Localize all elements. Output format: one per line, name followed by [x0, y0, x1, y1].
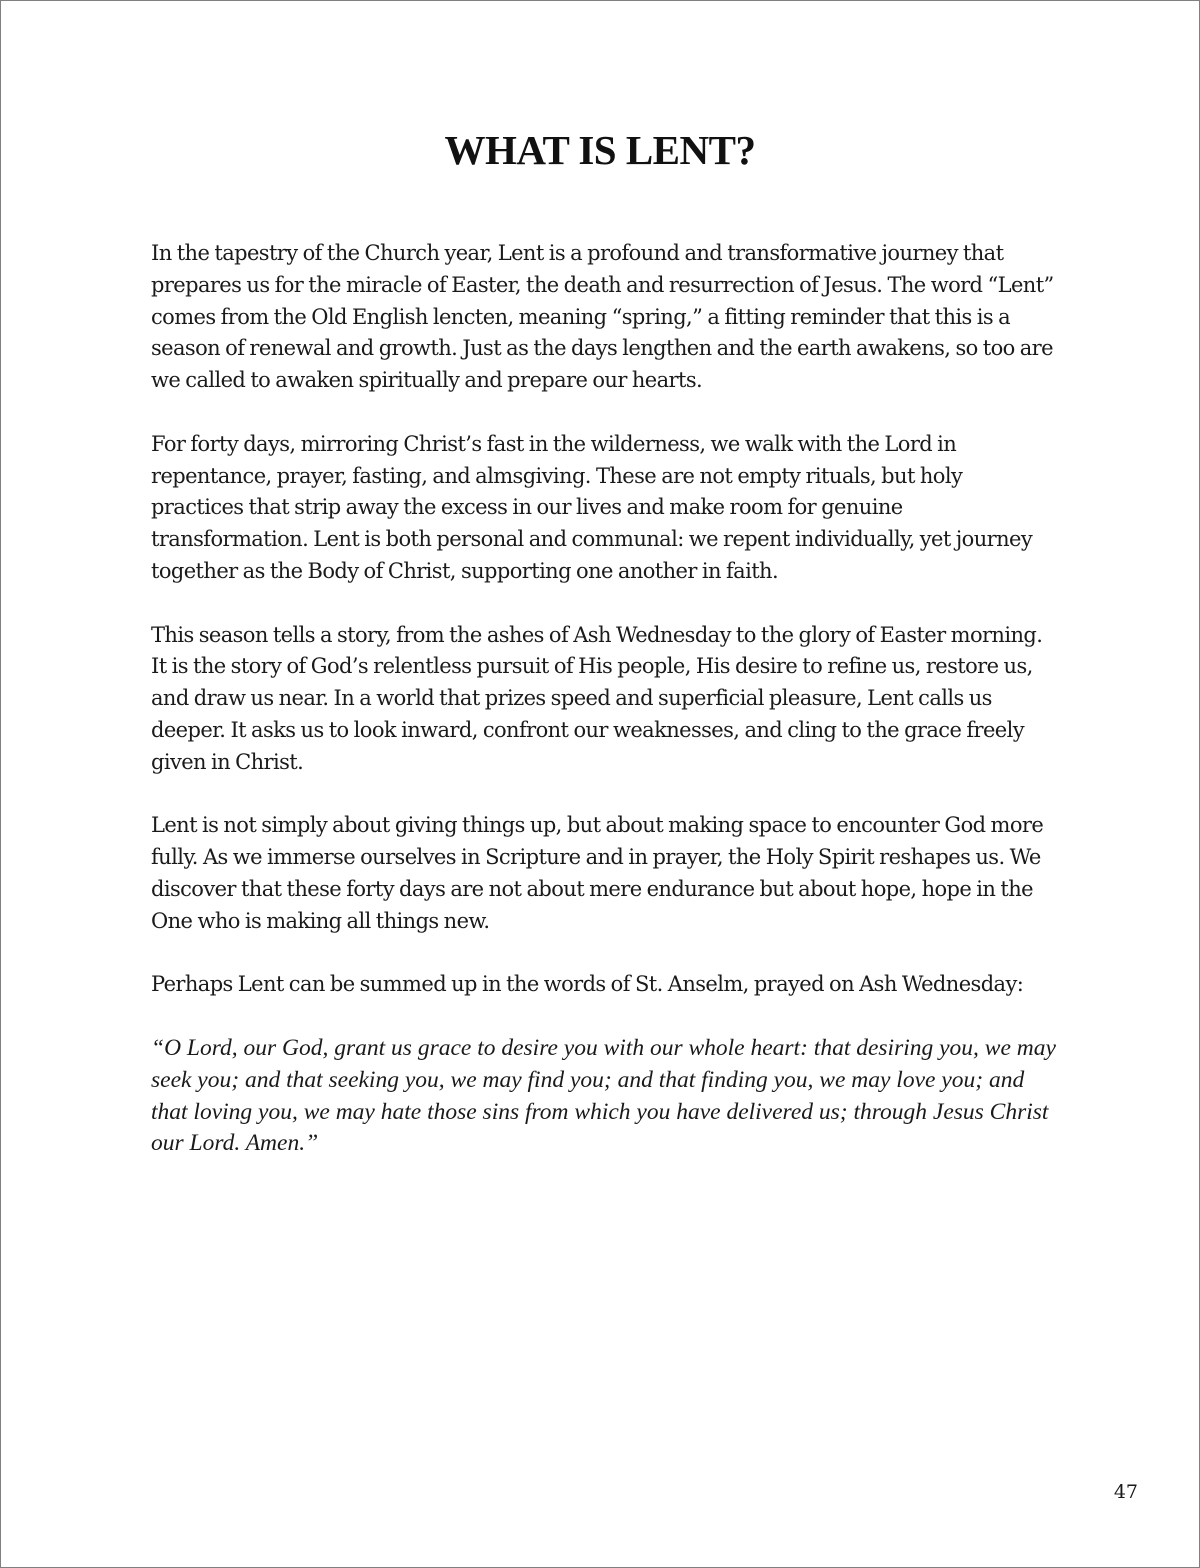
paragraph: This season tells a story, from the ashes of Ash Wednesday to the glory of Easter morning. It is the story of God’s relentless pursuit of His people, His desire to refine us, restore us, and draw us near. In a world that prizes speed and superficial pleasure, Lent calls us deeper. It asks us to look inward, confront our weaknesses, and cling to the grace freely given in Christ. [151, 622, 1043, 774]
prayer-quote: “O Lord, our God, grant us grace to desire you with our whole heart: that desiring you, we may seek you; and that seeking you, we may find you; and that finding you, we may love you; and that loving you, we may hate those sins from which you have delivered us; through Jesus Christ our Lord. Amen.” [151, 1034, 1056, 1157]
paragraph: Lent is not simply about giving things up, but about making space to encounter God more fully. As we immerse ourselves in Scripture and in prayer, the Holy Spirit reshapes us. We discover that these forty days are not about mere endurance but about hope, hope in the One who is making all things new. [151, 813, 1044, 933]
paragraph: For forty days, mirroring Christ’s fast in the wilderness, we walk with the Lord in repentance, prayer, fasting, and almsgiving. These are not empty rituals, but holy practices that strip away the excess in our lives and make room for genuine transformation. Lent is both personal and communal: we repent individually, yet journey together as the Body of Christ, supporting one another in faith. [151, 431, 1033, 583]
page-number: 47 [1113, 1481, 1138, 1503]
body-text [151, 238, 1056, 1192]
page-title: WHAT IS LENT? [444, 127, 756, 173]
paragraph: Perhaps Lent can be summed up in the words of St. Anselm, prayed on Ash Wednesday: [151, 972, 1024, 997]
paragraph: In the tapestry of the Church year, Lent is a profound and transformative journey that prepares us for the miracle of Easter, the death and resurrection of Jesus. The word “Lent” comes from the Old English lencten, meaning “spring,” a fitting reminder that this is a season of renewal and growth. Just as the days lengthen and the earth awakens, so too are we called to awaken spiritually and prepare our hearts. [151, 241, 1054, 393]
